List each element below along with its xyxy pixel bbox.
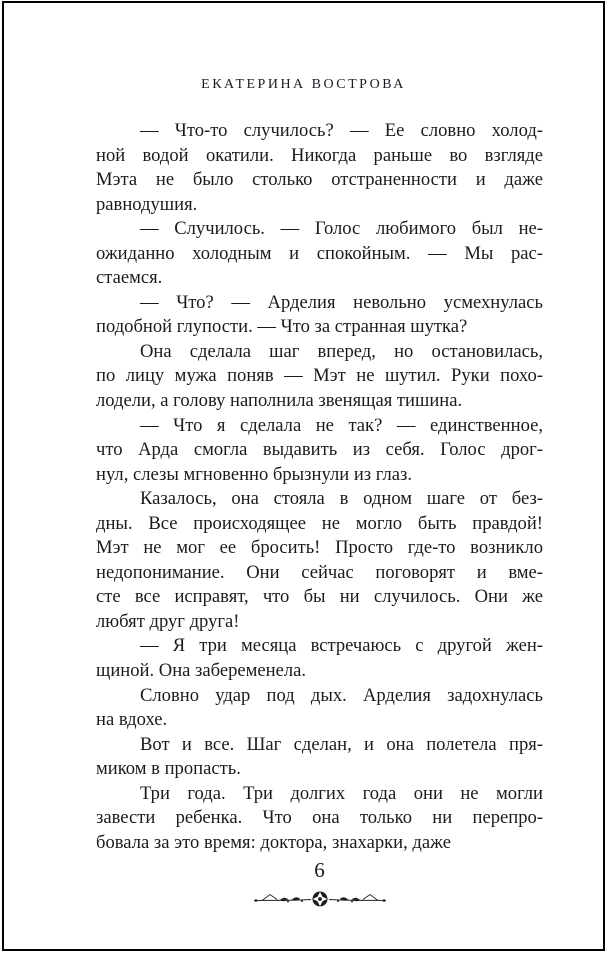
text-line: Словно удар под дых. Арделия задохнулась bbox=[140, 684, 543, 706]
text-line: на вдохе. bbox=[96, 709, 168, 731]
text-line: Мэта не было столько отстраненности и даже bbox=[96, 169, 543, 191]
text-line: Вот и все. Шаг сделан, и она полетела пря- bbox=[140, 733, 543, 755]
rosette-flourish-divider-icon bbox=[250, 889, 390, 906]
footer-ornament bbox=[96, 889, 543, 909]
text-line: сте все исправят, что бы ни случилось. Они же bbox=[96, 586, 543, 608]
text-line: недопонимание. Они сейчас поговорят и вме- bbox=[96, 561, 543, 583]
text-line: — Что я сделала не так? — единственное, bbox=[140, 414, 543, 436]
text-line: по лицу мужа поняв — Мэт не шутил. Руки похо- bbox=[96, 365, 543, 387]
text-line: дны. Все происходящее не могло быть правдой! bbox=[96, 512, 543, 534]
text-line: завести ребенка. Что она только ни перепро- bbox=[96, 807, 543, 829]
text-line: нул, слезы мгновенно брызнули из глаз. bbox=[96, 463, 412, 485]
text-line: щиной. Она забеременела. bbox=[96, 660, 307, 682]
text-line: ной водой окатили. Никогда раньше во взгляде bbox=[96, 144, 543, 166]
text-line: Казалось, она стояла в одном шаге от без- bbox=[140, 488, 543, 510]
text-line: Три года. Три долгих года они не могли bbox=[140, 782, 543, 804]
text-line: — Я три месяца встречаюсь с другой жен- bbox=[140, 635, 543, 657]
running-header-author: ЕКАТЕРИНА ВОСТРОВА bbox=[201, 77, 406, 92]
text-line: любят друг друга! bbox=[96, 610, 240, 632]
body-text bbox=[96, 119, 543, 855]
text-line: — Случилось. — Голос любимого был не- bbox=[140, 218, 543, 240]
text-line: равнодушия. bbox=[96, 193, 198, 215]
book-page bbox=[2, 1, 605, 951]
page-number: 6 bbox=[314, 858, 325, 882]
text-line: что Арда смогла выдавить из себя. Голос дрог- bbox=[96, 439, 543, 461]
text-line: стаемся. bbox=[96, 267, 163, 289]
text-line: ожиданно холодным и спокойным. — Мы рас- bbox=[96, 242, 543, 264]
text-line: бовала за это время: доктора, знахарки, даже bbox=[96, 831, 451, 853]
text-line: — Что? — Арделия невольно усмехнулась bbox=[140, 291, 543, 313]
text-line: Мэт не мог ее бросить! Просто где-то возникло bbox=[96, 537, 543, 559]
text-line: подобной глупости. — Что за странная шутка? bbox=[96, 316, 468, 338]
text-line: — Что-то случилось? — Ее словно холод- bbox=[140, 120, 543, 141]
text-line: Она сделала шаг вперед, но остановилась, bbox=[140, 340, 543, 362]
text-line: лодели, а голову наполнила звенящая тишина. bbox=[96, 390, 463, 412]
text-line: миком в пропасть. bbox=[96, 758, 241, 780]
